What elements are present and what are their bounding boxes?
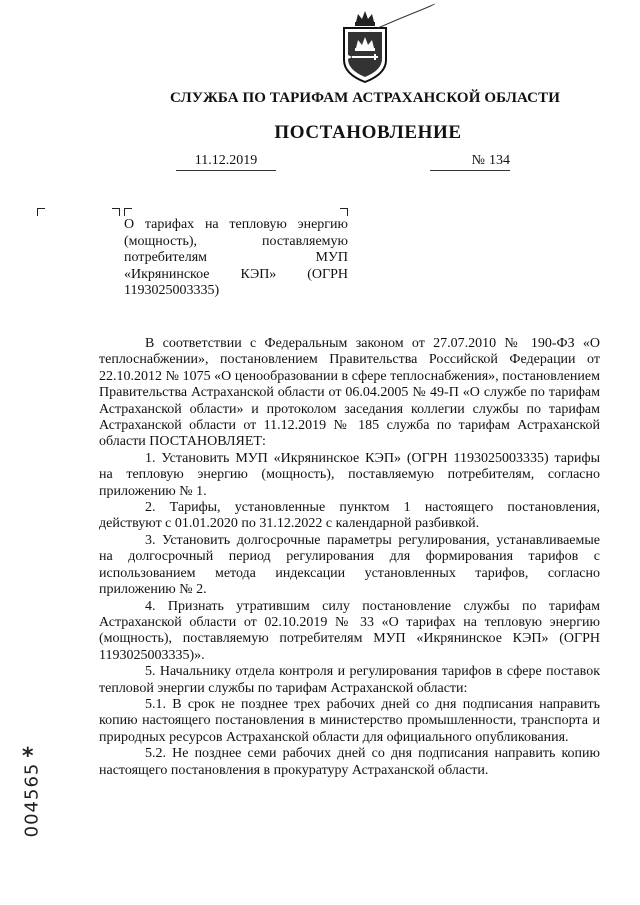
subject-line: (мощность), поставляемую — [124, 233, 348, 249]
subject-line: «Икрянинское КЭП» (ОГРН — [124, 266, 348, 282]
body-paragraph: 3. Установить долгосрочные параметры регулирования, устанавливаемые на долгосрочный период регулирования для формирования тарифов с использованием метода индексации установленных тарифов, согласно приложению № 2. — [99, 532, 600, 598]
body-paragraph: 5. Начальнику отдела контроля и регулирования тарифов в сфере поставок тепловой энергии службы по тарифам Астраханской области: — [99, 664, 600, 696]
corner-mark — [37, 208, 45, 216]
margin-asterisk: * — [22, 744, 34, 769]
corner-mark — [340, 208, 348, 216]
subject-line: потребителям МУП — [124, 250, 348, 265]
document-title: ПОСТАНОВЛЕНИЕ — [274, 122, 462, 143]
body-paragraph: 5.1. В срок не позднее трех рабочих дней со дня подписания направить копию настоящего постановления в министерство промышленности, транспорта и природных ресурсов Астраханской области для официального опубликования. — [99, 696, 600, 745]
body-paragraph: 5.2. Не позднее семи рабочих дней со дня подписания направить копию настоящего постановления в прокуратуру Астраханской области. — [99, 746, 600, 778]
margin-serial-number: 004565 — [21, 762, 43, 838]
body-paragraph: 1. Установить МУП «Икрянинское КЭП» (ОГРН 1193025003335) тарифы на тепловую энергию (мощность), поставляемую потребителям, согласно приложению № 1. — [99, 450, 600, 499]
corner-mark — [124, 208, 132, 216]
corner-mark — [112, 208, 120, 216]
organization-name: СЛУЖБА ПО ТАРИФАМ АСТРАХАНСКОЙ ОБЛАСТИ — [170, 90, 560, 106]
body-paragraph: 4. Признать утратившим силу постановление службы по тарифам Астраханской области от 02.10.2019 № 33 «О тарифах на тепловую энергию (мощность), поставляемую потребителям МУП «Икрянинское КЭП» (ОГРН 1193025003335)». — [99, 598, 600, 663]
number-value: 134 — [489, 153, 510, 168]
subject-line: 1193025003335) — [124, 283, 220, 298]
document-number — [430, 153, 510, 171]
signature-stroke — [376, 2, 436, 30]
number-sign: № — [471, 153, 485, 168]
date-number-row — [0, 153, 640, 175]
body-paragraph: В соответствии с Федеральным законом от 27.07.2010 № 190-ФЗ «О теплоснабжении», постановлением Правительства Российской Федерации от 22.10.2012 № 1075 «О ценообразовании в сфере теплоснабжения», постановлением Правительства Астраханской области от 06.04.2005 № 49-П «О службе по тарифам Астраханской области» и протоколом заседания коллегии службы по тарифам Астраханской области от 11.12.2019 № 185 служба по тарифам Астраханской области ПОСТАНОВЛЯЕТ: — [99, 336, 600, 450]
subject-line: О тарифах на тепловую энергию — [124, 217, 348, 232]
document-date: 11.12.2019 — [176, 153, 276, 171]
body-paragraph: 2. Тарифы, установленные пунктом 1 настоящего постановления, действуют с 01.01.2020 по 31.12.2022 с календарной разбивкой. — [99, 500, 600, 532]
document-body — [99, 336, 600, 779]
document-subject — [124, 217, 348, 300]
